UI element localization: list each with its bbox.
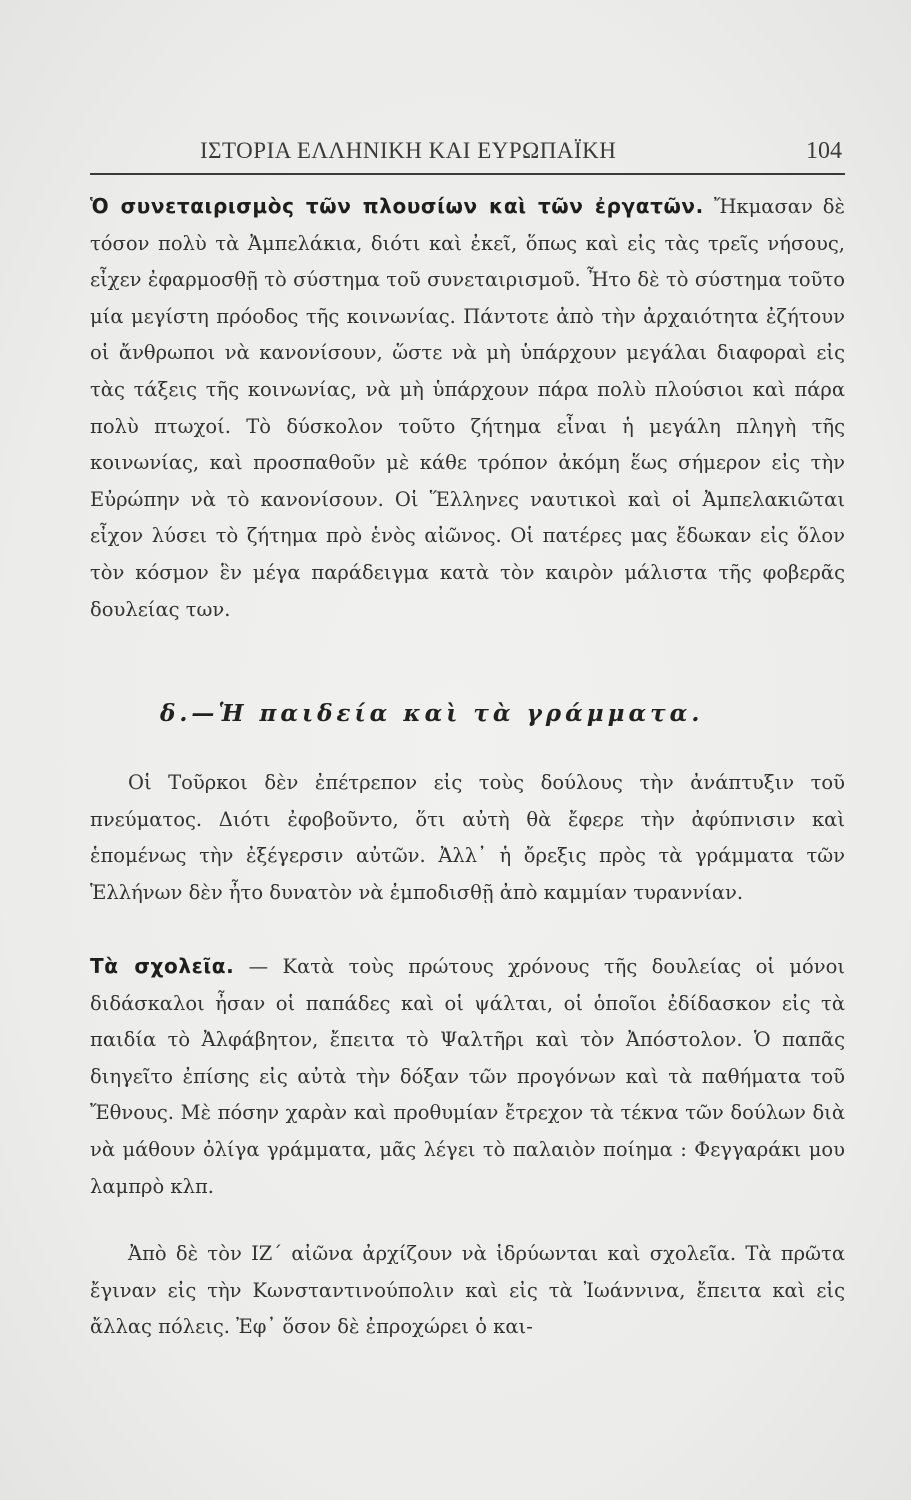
run-in-heading-schools: Τὰ σχολεῖα. xyxy=(90,954,235,978)
run-in-heading-cooperative: Ὁ συνεταιρισμὸς τῶν πλουσίων καὶ τῶν ἐργατῶν. xyxy=(90,194,704,218)
section-heading: δ.—Ἡ παιδεία καὶ τὰ γράμματα. xyxy=(160,700,704,727)
paragraph-text: Ἤκμασαν δὲ τόσον πολὺ τὰ Ἀμπελάκια, διότι καὶ ἐκεῖ, ὅπως καὶ εἰς τὰς τρεῖς νήσους, εἶχεν ἐφαρμοσθῇ τὸ σύστημα τοῦ συνεταιρισμοῦ. Ἦτο δὲ τὸ σύστημα τοῦτο μία μεγίστη πρόοδος τῆς κοινωνίας. Πάντοτε ἀπὸ τὴν ἀρχαιότητα ἐζήτουν οἱ ἄνθρωποι νὰ κανονίσουν, ὥστε νὰ μὴ ὑπάρχουν μεγάλαι διαφοραὶ εἰς τὰς τάξεις τῆς κοινωνίας, νὰ μὴ ὑπάρχουν πάρα πολὺ πλούσιοι καὶ πάρα πολὺ πτωχοί. Τὸ δύσκολον τοῦτο ζήτημα εἶναι ἡ μεγάλη πληγὴ τῆς κοινωνίας, καὶ προσπαθοῦν μὲ κάθε τρόπον ἀκόμη ἕως σήμερον εἰς τὴν Εὐρώπην νὰ τὸ κανονίσουν. Οἱ Ἕλληνες ναυτικοὶ καὶ οἱ Ἀμπελακιῶται εἶχον λύσει τὸ ζήτημα πρὸ ἑνὸς αἰῶνος. Οἱ πατέρες μας ἔδωκαν εἰς ὅλον τὸν κόσμον ἓν μέγα παράδειγμα κατὰ τὸν καιρὸν μάλιστα τῆς φοβερᾶς δουλείας των. xyxy=(90,195,845,621)
page-number: 104 xyxy=(806,138,842,164)
paragraph-17th-century xyxy=(90,1236,845,1346)
paragraph-text: Οἱ Τοῦρκοι δὲν ἐπέτρεπον εἰς τοὺς δούλους τὴν ἀνάπτυξιν τοῦ πνεύματος. Διότι ἐφοβοῦντο, ὅτι αὐτὴ θὰ ἔφερε τὴν ἀφύπνισιν καὶ ἑπομένως τὴν ἐξέγερσιν αὐτῶν. Ἀλλ᾽ ἡ ὄρεξις πρὸς τὰ γράμματα τῶν Ἑλλήνων δὲν ἦτο δυνατὸν νὰ ἐμποδισθῇ ἀπὸ καμμίαν τυραννίαν. xyxy=(90,771,845,904)
paragraph-schools xyxy=(90,948,845,1205)
paragraph-education xyxy=(90,765,845,911)
paragraph-cooperative xyxy=(90,188,845,628)
page-header xyxy=(150,130,850,170)
paragraph-text: — Κατὰ τοὺς πρώτους χρόνους τῆς δουλείας οἱ μόνοι διδάσκαλοι ἦσαν οἱ παπάδες καὶ οἱ ψάλται, οἱ ὁποῖοι ἐδίδασκον εἰς τὰ παιδία τὸ Ἀλφάβητον, ἔπειτα τὸ Ψαλτῆρι καὶ τὸν Ἀπόστολον. Ὁ παπᾶς διηγεῖτο ἐπίσης εἰς αὐτὰ τὴν δόξαν τῶν προγόνων καὶ τὰ παθήματα τοῦ Ἔθνους. Μὲ πόσην χαρὰν καὶ προθυμίαν ἔτρεχον τὰ τέκνα τῶν δούλων διὰ νὰ μάθουν ὀλίγα γράμματα, μᾶς λέγει τὸ παλαιὸν ποίημα : Φεγγαράκι μου λαμπρὸ κλπ. xyxy=(90,955,845,1198)
header-rule xyxy=(90,173,845,175)
paragraph-text: Ἀπὸ δὲ τὸν ΙΖ´ αἰῶνα ἀρχίζουν νὰ ἱδρύωνται καὶ σχολεῖα. Τὰ πρῶτα ἔγιναν εἰς τὴν Κωνσταντινούπολιν καὶ εἰς τὰ Ἰωάννινα, ἔπειτα καὶ εἰς ἄλλας πόλεις. Ἐφ᾽ ὅσον δὲ ἐπροχώρει ὁ και- xyxy=(90,1242,845,1339)
running-title: ΙΣΤΟΡΙΑ ΕΛΛΗΝΙΚΗ ΚΑΙ ΕΥΡΩΠΑΪΚΗ xyxy=(200,138,617,163)
